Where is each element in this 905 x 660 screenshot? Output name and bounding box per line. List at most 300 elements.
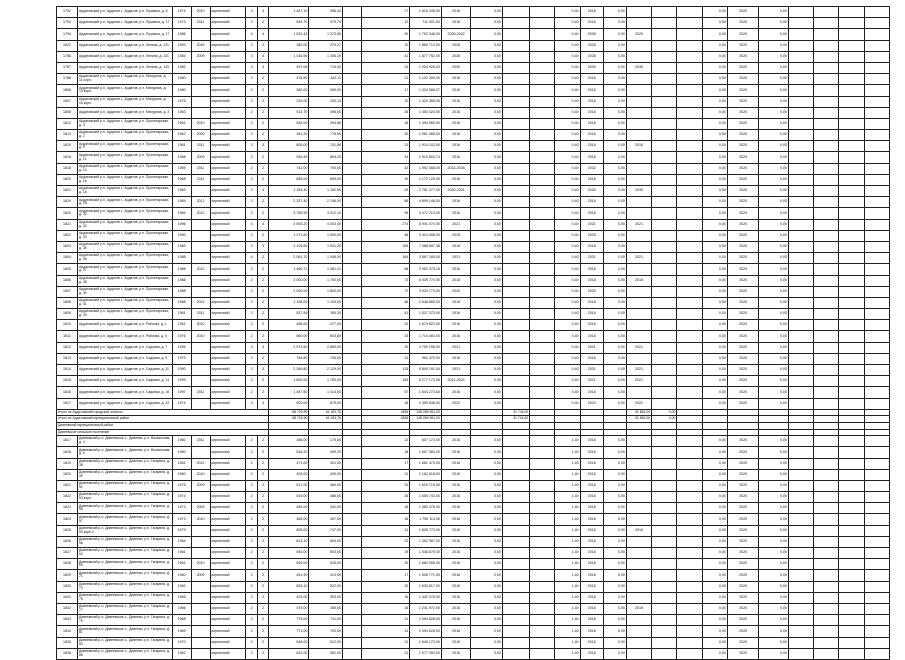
year-cell: 2016 (580, 264, 603, 275)
repair-period-cell: 2016 (441, 458, 470, 469)
value-cell: 0,00 (603, 208, 626, 219)
living-area-cell: 1 700,00 (309, 376, 343, 387)
value-cell: 0,40 (555, 130, 580, 141)
year-cell: 2016 (580, 436, 603, 447)
year-cell (626, 514, 651, 525)
entrances-cell: 3 (257, 141, 269, 152)
empty-cell (502, 51, 529, 62)
value-cell: 0,00 (603, 320, 626, 331)
year-cell (788, 436, 813, 447)
area-cell: 471,00 (269, 458, 309, 469)
year-cell (788, 615, 813, 626)
year-cell: 2020 (727, 96, 759, 107)
year-built-cell: 1986 (172, 29, 191, 40)
cost-cell: 7 088 697,38 (410, 241, 442, 252)
year-cell (788, 275, 813, 286)
year-repair-cell (191, 96, 210, 107)
empty-cell (864, 275, 889, 286)
year-cell: 2016 (580, 637, 603, 648)
table-row (57, 18, 890, 29)
value-cell: 0,00 (471, 174, 503, 185)
empty-cell (652, 85, 677, 96)
value-cell: 0,00 (759, 275, 788, 286)
empty-cell (839, 492, 864, 503)
year-cell: 2020 (727, 219, 759, 230)
repair-period-cell: 2020 (441, 286, 470, 297)
empty-cell (727, 422, 759, 429)
value-cell: 0,40 (555, 174, 580, 185)
year-cell (626, 118, 651, 129)
value-cell: 0,00 (759, 163, 788, 174)
year-cell (788, 7, 813, 18)
year-built-cell: 1973 (172, 18, 191, 29)
repair-period-cell: 2016 (441, 264, 470, 275)
year-cell (626, 286, 651, 297)
row-number: 1812 (57, 342, 78, 353)
repair-period-cell: 2016 (441, 503, 470, 514)
value-cell: 0,00 (471, 525, 503, 536)
value-cell: 0,00 (759, 197, 788, 208)
table-row (57, 626, 890, 637)
empty-cell (652, 297, 677, 308)
empty-cell (343, 637, 362, 648)
empty-cell (814, 219, 839, 230)
table-row (57, 230, 890, 241)
value-cell: 0,00 (759, 559, 788, 570)
section-header: Дивеевское сельское поселение (57, 429, 269, 436)
year-cell: 2016 (580, 615, 603, 626)
cost-cell: 1 619 715,00 (410, 480, 442, 491)
empty-cell (343, 592, 362, 603)
empty-cell (343, 570, 362, 581)
value-cell: 0,00 (759, 241, 788, 252)
residents-cell: 105 (361, 241, 409, 252)
empty-cell (343, 230, 362, 241)
living-area-cell: 355,00 (309, 603, 343, 614)
empty-cell (814, 525, 839, 536)
year-cell: 2016 (580, 353, 603, 364)
empty-cell (502, 469, 529, 480)
row-number: 1834 (57, 626, 78, 637)
value-cell: 0,00 (702, 230, 727, 241)
entrances-cell: 2 (257, 40, 269, 51)
empty-cell (702, 422, 727, 429)
year-cell: 2020 (727, 130, 759, 141)
empty-cell (343, 7, 362, 18)
empty-cell (652, 615, 677, 626)
year-cell (626, 241, 651, 252)
residents-cell: 17 (361, 458, 409, 469)
empty-cell (652, 320, 677, 331)
empty-cell (652, 514, 677, 525)
table-row (57, 570, 890, 581)
wall-type-cell: кирпичный (210, 536, 246, 547)
floors-cell: 2 (246, 525, 258, 536)
year-cell (788, 648, 813, 659)
empty-cell (677, 152, 702, 163)
empty-cell (839, 416, 864, 423)
empty-cell (839, 503, 864, 514)
address-cell: Ардатовский р-н, Ардатов г., Ардатов, р.п. Пушкина, д. 8 (78, 7, 173, 18)
area-cell: 2 327,40 (269, 197, 309, 208)
empty-cell (471, 416, 503, 423)
value-cell: 0,00 (603, 219, 626, 230)
empty-cell (652, 559, 677, 570)
empty-cell (652, 40, 677, 51)
row-number: 1822 (57, 492, 78, 503)
area-cell: 560,00 (269, 331, 309, 342)
table-row (57, 447, 890, 458)
year-built-cell: 1961 (172, 118, 191, 129)
summary-living-area: 61 481,76 (309, 416, 343, 423)
table-row (57, 152, 890, 163)
year-cell (626, 152, 651, 163)
cost-cell: 4 790 156,00 (410, 342, 442, 353)
year-cell: 2020 (727, 365, 759, 376)
table-row (57, 592, 890, 603)
year-built-cell: 1969 (172, 626, 191, 637)
empty-cell (864, 480, 889, 491)
value-cell: 0,40 (555, 74, 580, 85)
residents-cell: 18 (361, 447, 409, 458)
empty-cell (530, 592, 555, 603)
value-cell: 0,00 (702, 107, 727, 118)
year-built-cell: 1973 (172, 503, 191, 514)
year-cell (788, 264, 813, 275)
empty-cell (814, 230, 839, 241)
empty-cell (839, 275, 864, 286)
value-cell: 0,00 (702, 637, 727, 648)
year-cell: 2016 (580, 559, 603, 570)
value-cell: 0,00 (603, 152, 626, 163)
year-cell (788, 85, 813, 96)
living-area-cell: 3 012,10 (309, 208, 343, 219)
empty-cell (652, 253, 677, 264)
empty-cell (343, 626, 362, 637)
living-area-cell: 700,00 (309, 163, 343, 174)
empty-cell (502, 559, 529, 570)
cost-cell: 1 352 987,00 (410, 536, 442, 547)
section-header-row (57, 422, 890, 429)
empty-cell (502, 309, 529, 320)
empty-cell (864, 592, 889, 603)
wall-type-cell: кирпичный (210, 74, 246, 85)
wall-type-cell: кирпичный (210, 62, 246, 73)
cost-cell: 3 920 773,00 (410, 286, 442, 297)
entrances-cell: 2 (257, 492, 269, 503)
value-cell: 0,00 (603, 376, 626, 387)
year-cell: 2016 (580, 492, 603, 503)
year-built-cell: 1961 (172, 141, 191, 152)
year-cell: 2016 (580, 480, 603, 491)
year-built-cell: 1963 (172, 107, 191, 118)
repair-period-cell: 2021 (441, 219, 470, 230)
value-cell: 0,40 (555, 51, 580, 62)
value-cell: 0,00 (759, 7, 788, 18)
value-cell: 0,00 (759, 548, 788, 559)
area-cell: 527,99 (269, 309, 309, 320)
entrances-cell: 3 (257, 62, 269, 73)
value-cell: 0,00 (702, 648, 727, 659)
entrances-cell: 2 (257, 548, 269, 559)
residents-cell: 27 (361, 7, 409, 18)
empty-cell (343, 130, 362, 141)
value-cell: 0,40 (555, 297, 580, 308)
empty-cell (839, 525, 864, 536)
residents-cell: 17 (361, 85, 409, 96)
empty-cell (652, 365, 677, 376)
empty-cell (502, 480, 529, 491)
repair-period-cell: 2016 (441, 85, 470, 96)
value-cell: 0,00 (702, 447, 727, 458)
entrances-cell: 2 (257, 570, 269, 581)
empty-cell (677, 241, 702, 252)
wall-type-cell: кирпичный (210, 51, 246, 62)
empty-cell (864, 253, 889, 264)
repair-period-cell: 2021 (441, 342, 470, 353)
year-built-cell: 1962 (172, 648, 191, 659)
entrances-cell: 3 (257, 398, 269, 409)
floors-cell: 2 (246, 592, 258, 603)
entrances-cell: 2 (257, 436, 269, 447)
floors-cell: 2 (246, 230, 258, 241)
empty-cell (677, 429, 702, 436)
empty-cell (502, 230, 529, 241)
value-cell: 0,40 (555, 197, 580, 208)
floors-cell: 2 (246, 581, 258, 592)
repair-period-cell: 2026 (441, 40, 470, 51)
floors-cell: 2 (246, 626, 258, 637)
empty-cell (839, 409, 864, 416)
cost-cell: 5 840 191,00 (410, 365, 442, 376)
year-cell (788, 219, 813, 230)
repair-period-cell: 2021 (441, 253, 470, 264)
value-cell: 0,00 (471, 570, 503, 581)
year-built-cell: 1969 (172, 186, 191, 197)
value-cell: 0,00 (759, 447, 788, 458)
floors-cell: 3 (246, 51, 258, 62)
table-row (57, 174, 890, 185)
cost-cell: 4 472 213,00 (410, 208, 442, 219)
floors-cell: 2 (246, 331, 258, 342)
entrances-cell: 2 (257, 447, 269, 458)
floors-cell: 2 (246, 548, 258, 559)
year-cell (788, 286, 813, 297)
residents-cell: 20 (361, 559, 409, 570)
empty-cell (530, 275, 555, 286)
year-built-cell: 1984 (172, 197, 191, 208)
value-cell: 0,00 (471, 219, 503, 230)
entrances-cell: 4 (257, 51, 269, 62)
row-number: 1827 (57, 548, 78, 559)
empty-cell (864, 422, 889, 429)
row-number: 1808 (57, 107, 78, 118)
value-cell: 0,00 (759, 342, 788, 353)
empty-cell (530, 297, 555, 308)
year-cell (626, 297, 651, 308)
repair-period-cell: 2016 (441, 525, 470, 536)
area-cell: 186,00 (269, 436, 309, 447)
living-area-cell: 1 000,00 (309, 230, 343, 241)
empty-cell (814, 615, 839, 626)
living-area-cell: 379,79 (309, 18, 343, 29)
year-cell: 2020 (580, 286, 603, 297)
year-cell: 2020 (727, 253, 759, 264)
value-cell: 0,00 (759, 286, 788, 297)
empty-cell (864, 85, 889, 96)
area-cell: 403,00 (269, 469, 309, 480)
floors-cell: 2 (246, 197, 258, 208)
empty-cell (814, 422, 839, 429)
year-cell (626, 163, 651, 174)
residents-cell: 12 (361, 436, 409, 447)
empty-cell (361, 422, 409, 429)
empty-cell (814, 637, 839, 648)
empty-cell (814, 480, 839, 491)
empty-cell (677, 297, 702, 308)
empty-cell (343, 353, 362, 364)
value-cell: 0,00 (702, 398, 727, 409)
value-cell: 0,40 (555, 208, 580, 219)
table-row (57, 130, 890, 141)
year-repair-cell: 2010 (191, 320, 210, 331)
value-cell: 0,00 (603, 107, 626, 118)
empty-cell (677, 480, 702, 491)
floors-cell: 2 (246, 118, 258, 129)
empty-cell (502, 62, 529, 73)
empty-cell (814, 40, 839, 51)
year-cell: 2020 (727, 469, 759, 480)
year-cell: 2016 (580, 592, 603, 603)
empty-cell (603, 416, 626, 423)
empty-cell (864, 525, 889, 536)
repair-period-cell: 2016 (441, 492, 470, 503)
year-cell: 2020 (727, 376, 759, 387)
year-repair-cell (191, 107, 210, 118)
empty-cell (702, 429, 727, 436)
empty-cell (677, 208, 702, 219)
empty-cell (343, 436, 362, 447)
empty-cell (502, 174, 529, 185)
year-cell: 2020 (727, 186, 759, 197)
year-cell: 2020 (727, 387, 759, 398)
empty-cell (864, 241, 889, 252)
empty-cell (530, 118, 555, 129)
address-cell: Ардатовский р-н, Ардатов г., Ардатов, р.п. Пролетарская, д. 28 (78, 197, 173, 208)
year-repair-cell: 2011 (191, 163, 210, 174)
entrances-cell: 2 (257, 96, 269, 107)
living-area-cell: 1 800,00 (309, 286, 343, 297)
value-cell: 0,00 (603, 241, 626, 252)
year-cell: 2016 (626, 603, 651, 614)
area-cell: 2 000,00 (269, 286, 309, 297)
wall-type-cell: кирпичный (210, 130, 246, 141)
row-number: 1803 (57, 241, 78, 252)
empty-cell (814, 409, 839, 416)
value-cell: 0,00 (702, 51, 727, 62)
year-cell (788, 197, 813, 208)
empty-cell (839, 186, 864, 197)
empty-cell (814, 342, 839, 353)
wall-type-cell: кирпичный (210, 592, 246, 603)
address-cell: Ардатовский р-н, Ардатов г., Ардатов, р.п. Пролетарская, д. 18 (78, 186, 173, 197)
residents-cell: 86 (361, 197, 409, 208)
repair-period-cell: 2016 (441, 447, 470, 458)
year-cell (626, 130, 651, 141)
value-cell: 0,00 (471, 40, 503, 51)
empty-cell (502, 626, 529, 637)
value-cell: 0,00 (702, 74, 727, 85)
value-cell: 0,00 (603, 197, 626, 208)
empty-cell (530, 253, 555, 264)
repair-period-cell: 2016 (441, 436, 470, 447)
summary-area: 68 700,90 (269, 409, 309, 416)
value-cell: 0,00 (759, 514, 788, 525)
year-cell (626, 615, 651, 626)
value-cell: 0,40 (555, 353, 580, 364)
empty-cell (652, 62, 677, 73)
empty-cell (343, 62, 362, 73)
empty-cell (502, 422, 529, 429)
entrances-cell: 2 (257, 648, 269, 659)
empty-cell (652, 197, 677, 208)
empty-cell (530, 96, 555, 107)
repair-period-cell: 2016 (441, 581, 470, 592)
value-cell: 0,00 (603, 480, 626, 491)
residents-cell: 57 (361, 387, 409, 398)
year-built-cell: 1960 (172, 469, 191, 480)
empty-cell (839, 107, 864, 118)
floors-cell: 2 (246, 18, 258, 29)
empty-cell (530, 422, 555, 429)
empty-cell (652, 118, 677, 129)
value-cell: 0,00 (603, 570, 626, 581)
residents-cell: 18 (361, 118, 409, 129)
empty-cell (530, 264, 555, 275)
value-cell: 0,40 (555, 342, 580, 353)
year-cell: 2016 (580, 648, 603, 659)
address-cell: Ардатовский р-н, Ардатов г., Ардатов, р.п. Пролетарская, д. 35 (78, 241, 173, 252)
wall-type-cell: кирпичный (210, 637, 246, 648)
empty-cell (502, 548, 529, 559)
empty-cell (839, 309, 864, 320)
empty-cell (702, 416, 727, 423)
entrances-cell: 3 (257, 342, 269, 353)
summary-cost: 148 096 961,00 (410, 409, 442, 416)
summary-living-area: 61 481,76 (309, 409, 343, 416)
empty-cell (471, 409, 503, 416)
value-cell: 0,00 (471, 85, 503, 96)
year-repair-cell (191, 219, 210, 230)
value-cell: 0,00 (759, 186, 788, 197)
empty-cell (814, 503, 839, 514)
value-cell: 0,00 (603, 264, 626, 275)
empty-cell (652, 603, 677, 614)
cost-cell: 1 914 102,00 (410, 141, 442, 152)
value-cell: 0,00 (702, 29, 727, 40)
area-cell: 813,10 (269, 536, 309, 547)
address-cell: Ардатовский р-н, Ардатов г., Ардатов, р.п. Рабочая, д. 1 (78, 320, 173, 331)
empty-cell (864, 548, 889, 559)
year-cell: 2020 (727, 29, 759, 40)
year-cell (788, 365, 813, 376)
entrances-cell: 2 (257, 536, 269, 547)
empty-cell (502, 107, 529, 118)
area-cell: 380,00 (269, 85, 309, 96)
wall-type-cell: кирпичный (210, 18, 246, 29)
year-cell (788, 297, 813, 308)
year-cell: 2016 (626, 525, 651, 536)
